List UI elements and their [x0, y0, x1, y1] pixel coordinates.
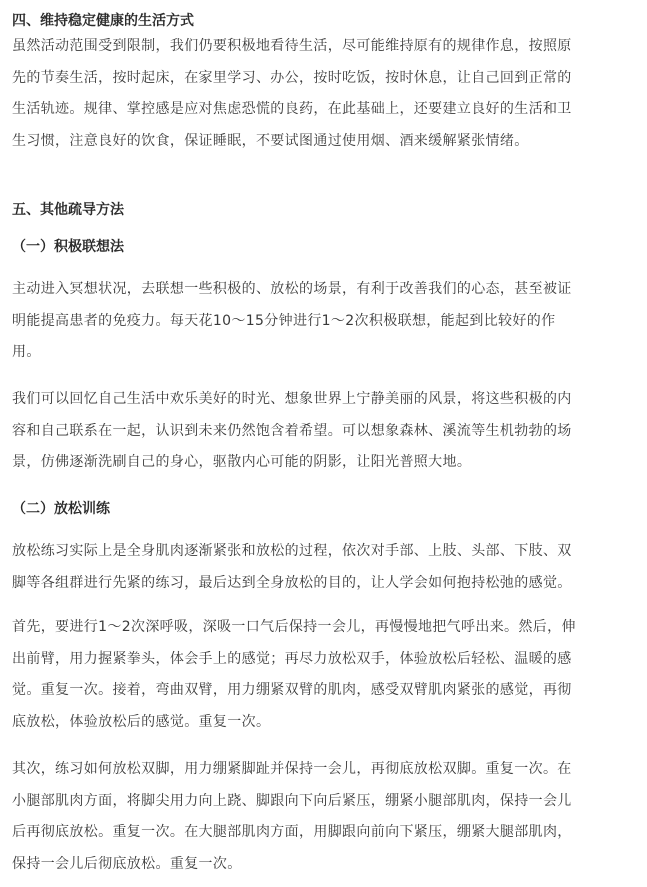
paragraph-line: 首先，要进行1～2次深呼吸，深吸一口气后保持一会儿，再慢慢地把气呼出来。然后，伸	[12, 619, 576, 635]
paragraph-line: 小腿部肌肉方面，将脚尖用力向上跷、脚跟向下向后紧压，绷紧小腿部肌肉，保持一会儿	[12, 792, 572, 809]
paragraph-relaxation-2	[12, 612, 638, 738]
paragraph-line: 容和自己联系在一起，认识到未来仍然饱含着希望。可以想象森林、溪流等生机勃勃的场	[12, 422, 572, 439]
paragraph-line: 底放松，体验放松后的感觉。重复一次。	[12, 713, 271, 730]
subheading-positive-association: （一）积极联想法	[12, 239, 124, 255]
paragraph-line: 生活轨迹。规律、掌控感是应对焦虑恐慌的良药，在此基础上，还要建立良好的生活和卫	[12, 101, 572, 117]
paragraph-line: 虽然活动范围受到限制，我们仍要积极地看待生活，尽可能维持原有的规律作息，按照原	[12, 38, 572, 54]
paragraph-relaxation-3	[12, 754, 638, 880]
paragraph-line: 后再彻底放松。重复一次。在大腿部肌肉方面，用脚跟向前向下紧压，绷紧大腿部肌肉，	[12, 824, 572, 840]
paragraph-line: 出前臂，用力握紧拳头，体会手上的感觉；再尽力放松双手，体验放松后轻松、温暖的感	[12, 650, 572, 667]
paragraph-line: 用。	[12, 344, 41, 360]
paragraph-line: 景，仿佛逐渐洗刷自己的身心，驱散内心可能的阴影，让阳光普照大地。	[12, 454, 472, 470]
paragraph-line: 觉。重复一次。接着，弯曲双臂，用力绷紧双臂的肌肉，感受双臂肌肉紧张的感觉，再彻	[12, 682, 572, 698]
paragraph-line: 生习惯，注意良好的饮食，保证睡眠，不要试图通过使用烟、酒来缓解紧张情绪。	[12, 132, 529, 149]
section-heading-lifestyle: 四、维持稳定健康的生活方式	[12, 13, 194, 29]
paragraph-lifestyle	[12, 31, 638, 157]
paragraph-line: 主动进入冥想状况，去联想一些积极的、放松的场景，有利于改善我们的心态，甚至被证	[12, 281, 572, 297]
paragraph-positive-association-2	[12, 384, 638, 479]
subheading-relaxation-training: （二）放松训练	[12, 501, 110, 517]
section-heading-other-methods: 五、其他疏导方法	[12, 202, 124, 218]
paragraph-line: 放松练习实际上是全身肌肉逐渐紧张和放松的过程，依次对手部、上肢、头部、下肢、双	[12, 543, 572, 559]
paragraph-line: 我们可以回忆自己生活中欢乐美好的时光、想象世界上宁静美丽的风景，将这些积极的内	[12, 391, 572, 407]
paragraph-relaxation-1	[12, 536, 638, 599]
paragraph-line: 先的节奏生活，按时起床，在家里学习、办公，按时吃饭，按时休息，让自己回到正常的	[12, 69, 572, 86]
paragraph-positive-association-1	[12, 274, 638, 369]
paragraph-line: 明能提高患者的免疫力。每天花10～15分钟进行1～2次积极联想，能起到比较好的作	[12, 312, 556, 329]
paragraph-line: 保持一会儿后彻底放松。重复一次。	[12, 855, 242, 872]
paragraph-line: 脚等各组群进行先紧的练习，最后达到全身放松的目的，让人学会如何抱持松弛的感觉。	[12, 574, 572, 591]
paragraph-line: 其次，练习如何放松双脚，用力绷紧脚趾并保持一会儿，再彻底放松双脚。重复一次。在	[12, 761, 572, 777]
